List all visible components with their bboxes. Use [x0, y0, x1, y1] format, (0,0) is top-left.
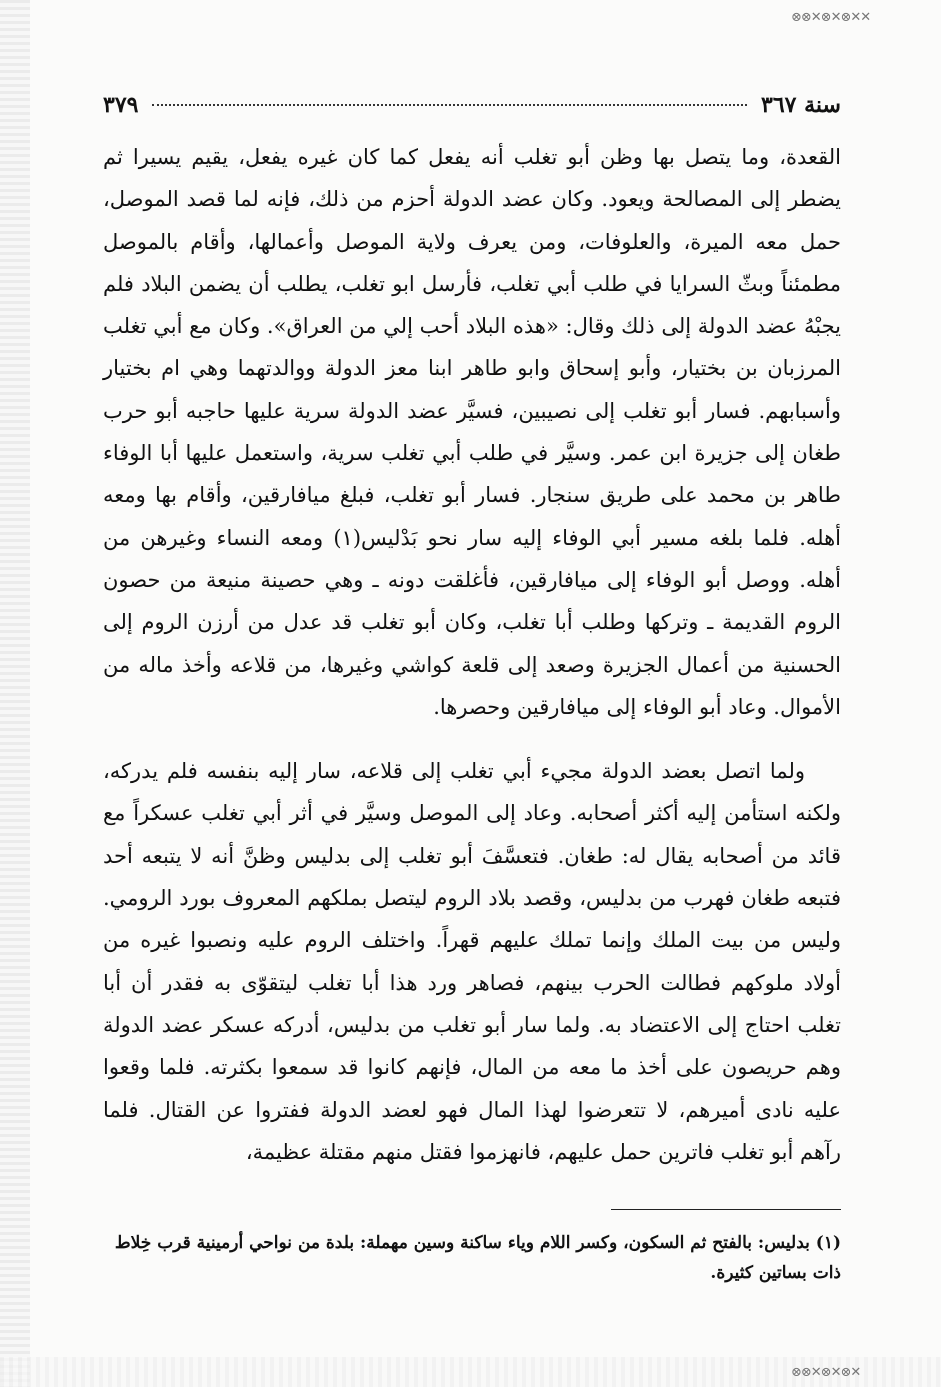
paragraph-2: ولما اتصل بعضد الدولة مجيء أبي تغلب إلى قلاعه، سار إليه بنفسه فلم يدركه، ولكنه استأمن إليه أكثر أصحابه. وعاد إلى الموصل وسيَّر في أثر أبي تغلب عسكراً مع قائد من أصحابه يقال له: طغان. فتعسَّفَ أبو تغلب إلى بدليس وظنَّ أنه لا يتبعه أحد فتبعه طغان فهرب من بدليس، وقصد بلاد الروم ليتصل بملكهم المعروف بورد الرومي. وليس من بيت الملك وإنما تملك عليهم قهراً. واختلف الروم عليه ونصبوا غيره من أولاد ملوكهم فطالت الحرب بينهم، فصاهر ورد هذا أبا تغلب ليتقوّى به فقدر أن أبا تغلب احتاج إلى الاعتضاد به. ولما سار أبو تغلب من بدليس، أدركه عسكر عضد الدولة وهم حريصون على أخذ ما معه من المال، فإنهم كانوا قد سمعوا بكثرته. فلما وقعوا عليه نادى أميرهم، لا تتعرضوا لهذا المال فهو لعضد الدولة ففتروا عن القتال. فلما رآهم أبو تغلب فاترين حمل عليهم، فانهزموا فقتل منهم مقتلة عظيمة،: [103, 759, 841, 1164]
main-text: [103, 136, 841, 1173]
scan-edge-left: [0, 0, 30, 1387]
running-header: [103, 88, 841, 122]
top-ornament: ✕✕⊗✕⊗✕⊗⊗: [791, 9, 871, 25]
header-dotted-leader: [152, 104, 747, 106]
year-label: سنة ٣٦٧: [761, 92, 841, 118]
page-number: ٣٧٩: [103, 92, 139, 118]
paragraph-1: القعدة، وما يتصل بها وظن أبو تغلب أنه يفعل كما كان غيره يفعل، يقيم يسيرا ثم يضطر إلى المصالحة ويعود. وكان عضد الدولة أحزم من ذلك، فإنه لما قصد الموصل، حمل معه الميرة، والعلوفات، ومن يعرف ولاية الموصل وأعمالها، وأقام بالموصل مطمئناً وبثّ السرايا في طلب أبي تغلب، فأرسل ابو تغلب، يطلب أن يضمن البلاد فلم يجبْهُ عضد الدولة إلى ذلك وقال: «هذه البلاد أحب إلي من العراق». وكان مع أبي تغلب المرزبان بن بختيار، وأبو إسحاق وابو طاهر ابنا معز الدولة ووالدتهما وهي ام بختيار وأسبابهم. فسار أبو تغلب إلى نصيبين، فسيَّر عضد الدولة سرية عليها حاجبه أبو حرب طغان إلى جزيرة ابن عمر. وسيَّر في طلب أبي تغلب سرية، واستعمل عليها أبا الوفاء طاهر بن محمد على طريق سنجار. فسار أبو تغلب، فبلغ ميافارقين، وأقام بها ومعه أهله. فلما بلغه مسير أبي الوفاء إليه سار نحو بَدْليس(١) ومعه النساء وغيرهن من أهله. ووصل أبو الوفاء إلى ميافارقين، فأغلقت دونه ـ وهي حصينة منيعة من حصون الروم القديمة ـ وتركها وطلب أبا تغلب، وكان أبو تغلب قد عدل من أرزن الروم إلى الحسنية من أعمال الجزيرة وصعد إلى قلعة كواشي وغيرها، من قلاعه وأخذ ماله من الأموال. وعاد أبو الوفاء إلى ميافارقين وحصرها.: [103, 145, 842, 719]
footnote: (١) بدليس: بالفتح ثم السكون، وكسر اللام وياء ساكنة وسين مهملة: بلدة من نواحي أرمينية قرب خِلاط ذات بساتين كثيرة.: [114, 1233, 841, 1283]
footnote-separator: [611, 1209, 841, 1210]
bottom-ornament: ✕⊗✕⊗✕⊗⊗: [791, 1364, 861, 1380]
